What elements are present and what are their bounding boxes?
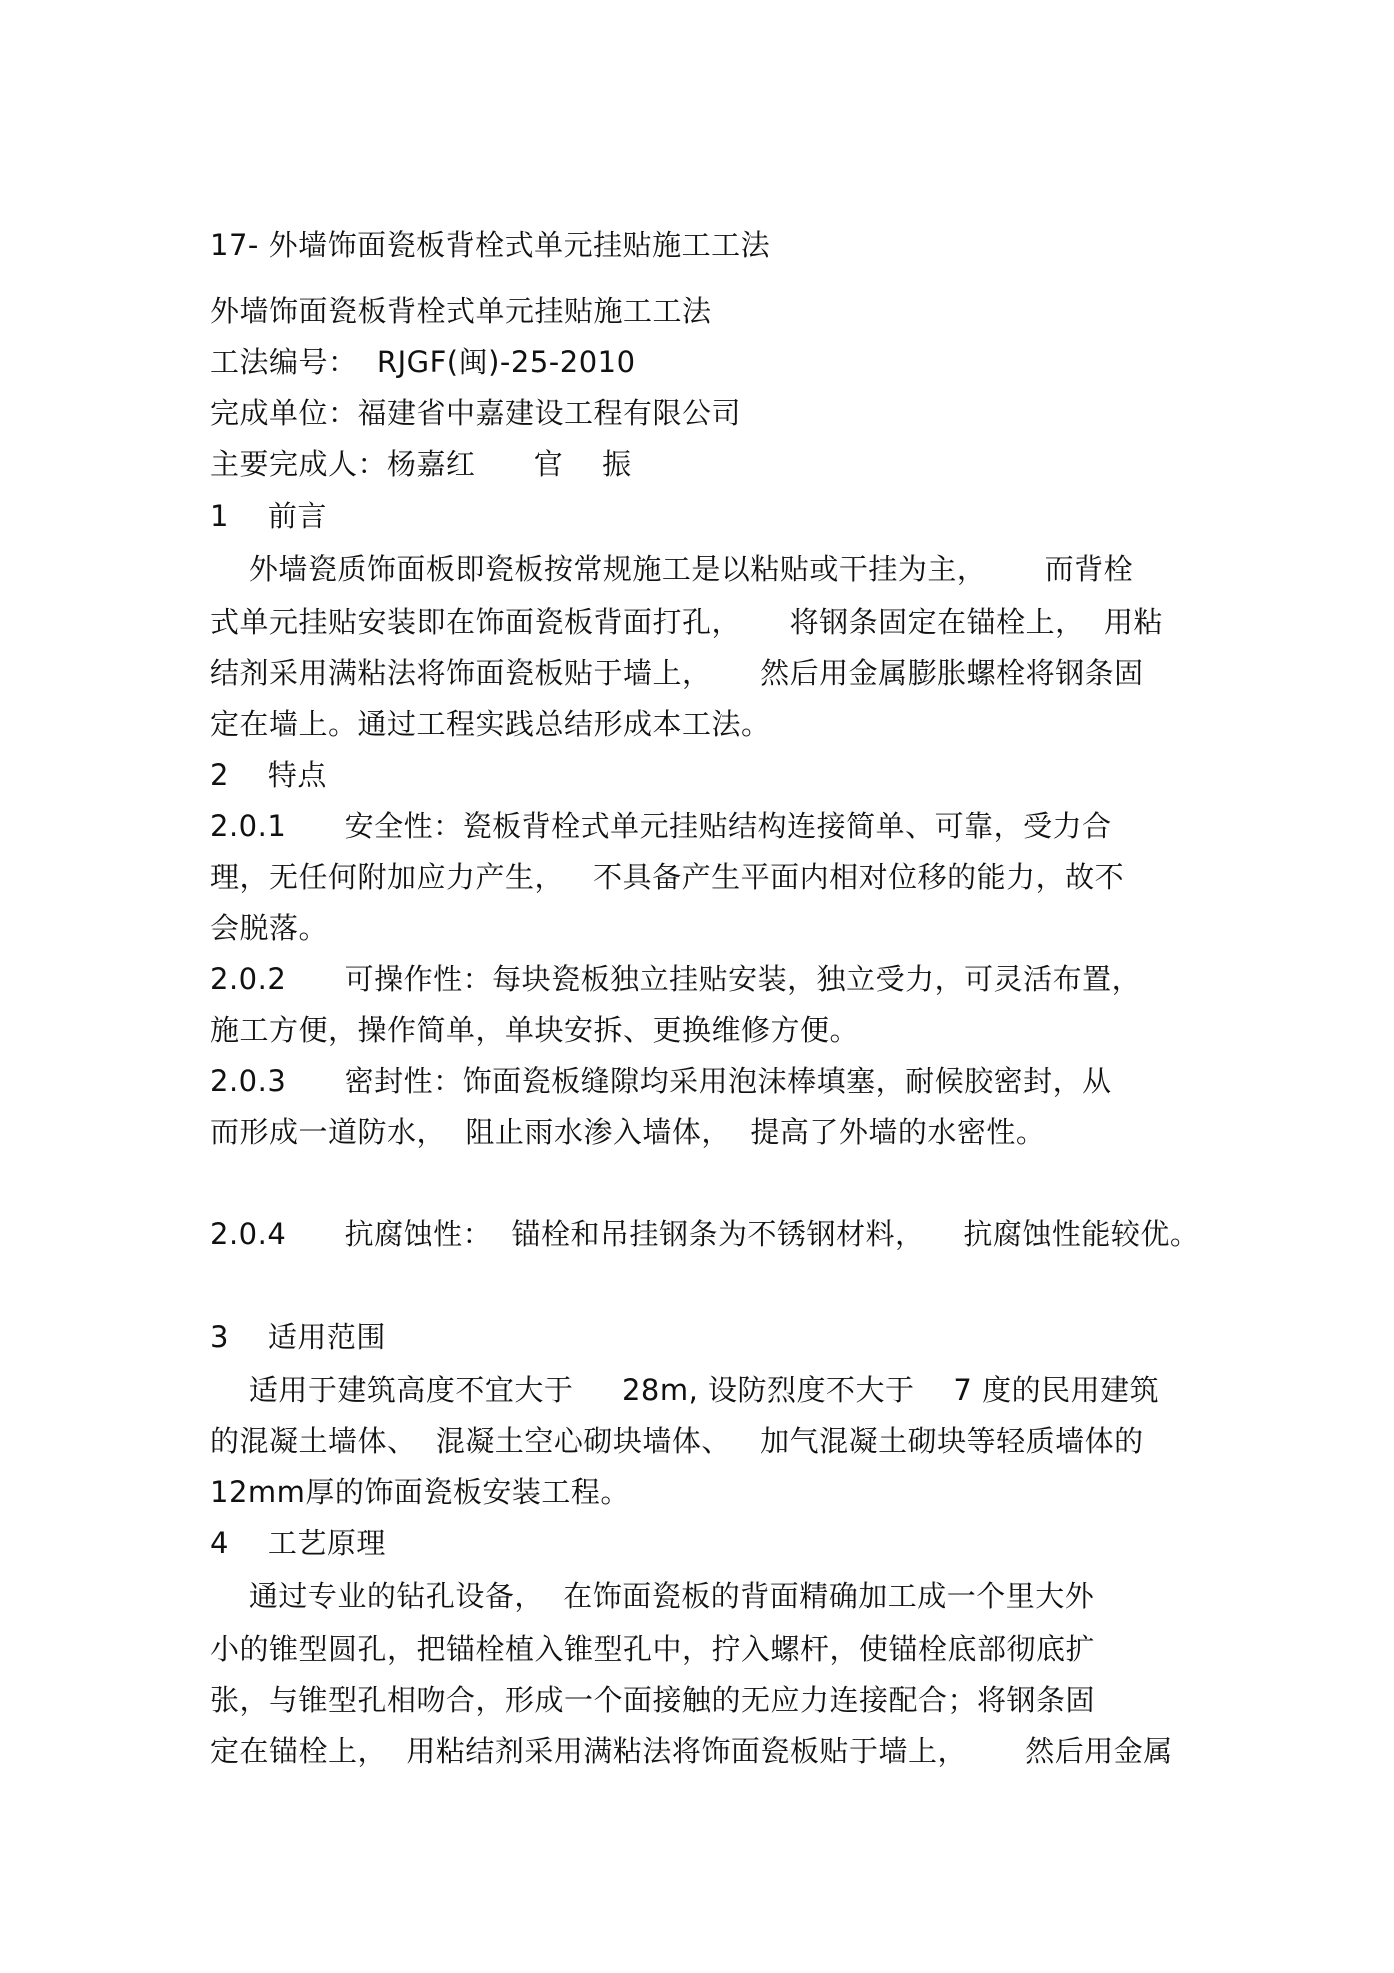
paragraph-line: 2.0.4 抗腐蚀性： 锚栓和吊挂钢条为不锈钢材料， 抗腐蚀性能较优。: [210, 1217, 1200, 1251]
completion-unit: 完成单位：福建省中嘉建设工程有限公司: [210, 396, 742, 430]
paragraph-line: 外墙瓷质饰面板即瓷板按常规施工是以粘贴或干挂为主， 而背栓: [210, 552, 1134, 586]
paragraph-line: 而形成一道防水， 阻止雨水渗入墙体， 提高了外墙的水密性。: [210, 1115, 1046, 1149]
section-2-heading: 2 特点: [210, 758, 327, 792]
method-title: 外墙饰面瓷板背栓式单元挂贴施工工法: [210, 294, 712, 328]
paragraph-line: 2.0.2 可操作性：每块瓷板独立挂贴安装，独立受力，可灵活布置，: [210, 962, 1142, 996]
paragraph-line: 定在墙上。通过工程实践总结形成本工法。: [210, 707, 771, 741]
main-authors: 主要完成人：杨嘉红 官 振: [210, 447, 632, 481]
paragraph-line: 的混凝土墙体、 混凝土空心砌块墙体、 加气混凝土砌块等轻质墙体的: [210, 1424, 1144, 1458]
paragraph-line: 施工方便，操作简单，单块安拆、更换维修方便。: [210, 1013, 860, 1047]
paragraph-line: 通过专业的钻孔设备， 在饰面瓷板的背面精确加工成一个里大外: [210, 1579, 1095, 1613]
section-1-heading: 1 前言: [210, 499, 327, 533]
paragraph-line: 2.0.3 密封性：饰面瓷板缝隙均采用泡沫棒填塞，耐候胶密封，从: [210, 1064, 1112, 1098]
paragraph-line: 2.0.1 安全性：瓷板背栓式单元挂贴结构连接简单、可靠，受力合: [210, 809, 1112, 843]
section-3-heading: 3 适用范围: [210, 1320, 386, 1354]
paragraph-line: 结剂采用满粘法将饰面瓷板贴于墙上， 然后用金属膨胀螺栓将钢条固: [210, 656, 1144, 690]
section-4-heading: 4 工艺原理: [210, 1526, 386, 1560]
paragraph-line: 适用于建筑高度不宜大于 28m, 设防烈度不大于 7 度的民用建筑: [210, 1373, 1160, 1407]
paragraph-line: 理，无任何附加应力产生， 不具备产生平面内相对位移的能力，故不: [210, 860, 1125, 894]
paragraph-line: 12mm厚的饰面瓷板安装工程。: [210, 1475, 630, 1509]
paragraph-line: 式单元挂贴安装即在饰面瓷板背面打孔， 将钢条固定在锚栓上， 用粘: [210, 605, 1164, 639]
paragraph-line: 会脱落。: [210, 911, 329, 945]
paragraph-line: 定在锚栓上， 用粘结剂采用满粘法将饰面瓷板贴于墙上， 然后用金属: [210, 1734, 1173, 1768]
document-title: 17- 外墙饰面瓷板背栓式单元挂贴施工工法: [210, 228, 771, 262]
paragraph-line: 张，与锥型孔相吻合，形成一个面接触的无应力连接配合；将钢条固: [210, 1683, 1096, 1717]
paragraph-line: 小的锥型圆孔，把锚栓植入锥型孔中，拧入螺杆，使锚栓底部彻底扩: [210, 1632, 1096, 1666]
method-number: 工法编号： RJGF(闽)-25-2010: [210, 345, 636, 379]
